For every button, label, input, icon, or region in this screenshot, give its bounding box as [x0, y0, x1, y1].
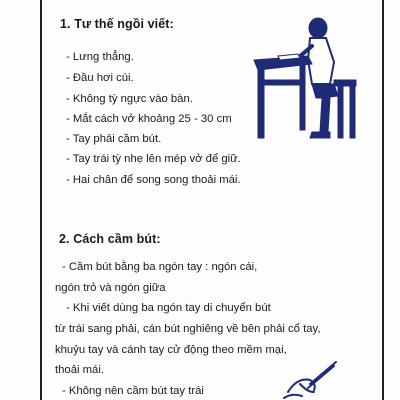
section1-title: 1. Tư thế ngồi viết:: [60, 17, 174, 31]
posture-item: - Tay phải cầm bút.: [66, 133, 162, 145]
pen-holding-line: từ trái sang phải, cán bút nghiêng về bên phải cổ tay,: [55, 323, 321, 335]
left-border-line: [40, 0, 42, 400]
right-border-line: [382, 0, 384, 400]
pen-holding-line: - Cầm bút bằng ba ngón tay : ngón cái,: [62, 261, 258, 273]
pen-holding-line: - Không nên cầm bút tay trái: [62, 385, 204, 397]
hand-holding-pen-icon: [280, 358, 340, 400]
posture-item: - Không tỳ ngực vào bàn.: [66, 93, 193, 105]
pen-holding-line: - Khi viết dùng ba ngón tay di chuyển bút: [66, 302, 271, 314]
posture-item: - Tay trái tỳ nhẹ lên mép vở để giữ.: [66, 153, 241, 165]
pen-holding-line: thoải mái.: [55, 364, 104, 376]
posture-item: - Lưng thẳng.: [66, 51, 134, 63]
section2-title: 2. Cách cầm bút:: [59, 232, 161, 246]
child-writing-at-desk-icon: [250, 14, 362, 144]
pen-holding-line: khuỷu tay và cánh tay cử động theo mềm mại,: [55, 344, 287, 356]
posture-item: - Đầu hơi cúi.: [66, 72, 134, 84]
posture-item: - Mắt cách vở khoảng 25 - 30 cm: [66, 113, 232, 125]
posture-item: - Hai chân để song song thoải mái.: [66, 174, 241, 186]
pen-holding-line: ngón trỏ và ngón giữa: [55, 282, 166, 294]
